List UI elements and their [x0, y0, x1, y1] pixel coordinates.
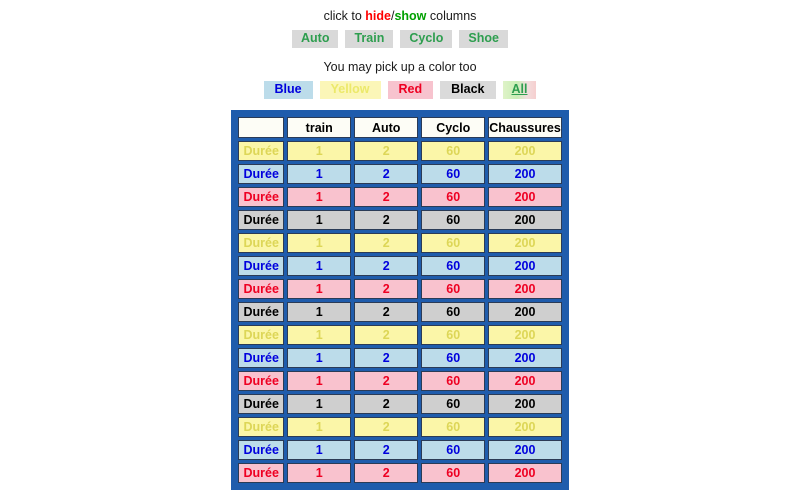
table-body: [238, 141, 562, 483]
row-label-duree: Durée: [238, 233, 284, 253]
cell-train: 1: [287, 463, 351, 483]
cell-chaussures: 200: [488, 440, 562, 460]
table-row: [238, 417, 562, 437]
cell-auto: 2: [354, 440, 418, 460]
row-label-duree: Durée: [238, 302, 284, 322]
row-label-duree: Durée: [238, 141, 284, 161]
cell-cyclo: 60: [421, 348, 485, 368]
cell-train: 1: [287, 279, 351, 299]
cell-train: 1: [287, 256, 351, 276]
table-row: [238, 233, 562, 253]
table-row: [238, 256, 562, 276]
cell-auto: 2: [354, 187, 418, 207]
cell-auto: 2: [354, 348, 418, 368]
cell-cyclo: 60: [421, 141, 485, 161]
cell-auto: 2: [354, 325, 418, 345]
cell-train: 1: [287, 141, 351, 161]
cell-train: 1: [287, 440, 351, 460]
cell-cyclo: 60: [421, 371, 485, 391]
table-row: [238, 279, 562, 299]
cell-chaussures: 200: [488, 256, 562, 276]
cell-cyclo: 60: [421, 164, 485, 184]
cell-train: 1: [287, 164, 351, 184]
cell-chaussures: 200: [488, 348, 562, 368]
cell-train: 1: [287, 371, 351, 391]
table-row: [238, 302, 562, 322]
row-label-duree: Durée: [238, 187, 284, 207]
cell-train: 1: [287, 325, 351, 345]
cell-cyclo: 60: [421, 417, 485, 437]
cell-auto: 2: [354, 371, 418, 391]
cell-chaussures: 200: [488, 210, 562, 230]
instruction-separator: /: [390, 9, 395, 23]
cell-cyclo: 60: [421, 279, 485, 299]
row-label-duree: Durée: [238, 210, 284, 230]
column-toggle-bar: [0, 23, 800, 48]
cell-cyclo: 60: [421, 187, 485, 207]
table-row: [238, 371, 562, 391]
cell-auto: 2: [354, 256, 418, 276]
table-row: [238, 187, 562, 207]
color-button-yellow[interactable]: Yellow: [320, 81, 381, 99]
data-table: [231, 110, 569, 490]
column-toggle-cyclo[interactable]: Cyclo: [400, 30, 452, 48]
cell-cyclo: 60: [421, 302, 485, 322]
cell-chaussures: 200: [488, 302, 562, 322]
table-row: [238, 440, 562, 460]
cell-train: 1: [287, 394, 351, 414]
cell-auto: 2: [354, 279, 418, 299]
table-header-chaussures[interactable]: Chaussures: [488, 117, 562, 138]
column-toggle-shoe[interactable]: Shoe: [459, 30, 508, 48]
cell-chaussures: 200: [488, 417, 562, 437]
cell-chaussures: 200: [488, 394, 562, 414]
cell-train: 1: [287, 302, 351, 322]
row-label-duree: Durée: [238, 256, 284, 276]
cell-chaussures: 200: [488, 141, 562, 161]
row-label-duree: Durée: [238, 279, 284, 299]
table-row: [238, 325, 562, 345]
column-toggle-train[interactable]: Train: [345, 30, 393, 48]
table-header-cyclo[interactable]: Cyclo: [421, 117, 485, 138]
cell-cyclo: 60: [421, 256, 485, 276]
cell-auto: 2: [354, 233, 418, 253]
color-button-all[interactable]: All: [503, 81, 537, 99]
table-row: [238, 348, 562, 368]
cell-cyclo: 60: [421, 440, 485, 460]
row-label-duree: Durée: [238, 394, 284, 414]
row-label-duree: Durée: [238, 463, 284, 483]
cell-cyclo: 60: [421, 325, 485, 345]
cell-chaussures: 200: [488, 187, 562, 207]
cell-train: 1: [287, 417, 351, 437]
cell-cyclo: 60: [421, 233, 485, 253]
table-row: [238, 394, 562, 414]
cell-chaussures: 200: [488, 463, 562, 483]
cell-cyclo: 60: [421, 394, 485, 414]
row-label-duree: Durée: [238, 417, 284, 437]
cell-train: 1: [287, 233, 351, 253]
cell-auto: 2: [354, 164, 418, 184]
table-header-train[interactable]: train: [287, 117, 351, 138]
table-row: [238, 210, 562, 230]
color-button-blue[interactable]: Blue: [264, 81, 313, 99]
cell-chaussures: 200: [488, 233, 562, 253]
instruction-prefix: click to: [323, 9, 366, 23]
instruction-color: You may pick up a color too: [323, 60, 477, 74]
cell-train: 1: [287, 210, 351, 230]
cell-train: 1: [287, 348, 351, 368]
cell-auto: 2: [354, 210, 418, 230]
table-header-corner: [238, 117, 284, 138]
table-container: [0, 99, 800, 490]
cell-cyclo: 60: [421, 463, 485, 483]
color-picker-bar: [0, 74, 800, 99]
table-head: [238, 117, 562, 138]
instruction-hide-show: [0, 0, 800, 23]
table-header-auto[interactable]: Auto: [354, 117, 418, 138]
table-row: [238, 463, 562, 483]
row-label-duree: Durée: [238, 371, 284, 391]
cell-auto: 2: [354, 394, 418, 414]
cell-chaussures: 200: [488, 325, 562, 345]
cell-auto: 2: [354, 302, 418, 322]
instruction-suffix: columns: [426, 9, 477, 23]
row-label-duree: Durée: [238, 325, 284, 345]
color-button-red[interactable]: Red: [388, 81, 434, 99]
instruction-hide-word: hide: [365, 9, 391, 23]
cell-auto: 2: [354, 417, 418, 437]
cell-chaussures: 200: [488, 371, 562, 391]
row-label-duree: Durée: [238, 440, 284, 460]
cell-cyclo: 60: [421, 210, 485, 230]
cell-chaussures: 200: [488, 279, 562, 299]
table-row: [238, 141, 562, 161]
cell-auto: 2: [354, 141, 418, 161]
row-label-duree: Durée: [238, 348, 284, 368]
instruction-show-word: show: [394, 9, 427, 23]
table-header-row: [238, 117, 562, 138]
cell-train: 1: [287, 187, 351, 207]
table-row: [238, 164, 562, 184]
column-toggle-auto[interactable]: Auto: [292, 30, 338, 48]
cell-auto: 2: [354, 463, 418, 483]
row-label-duree: Durée: [238, 164, 284, 184]
color-button-black[interactable]: Black: [440, 81, 495, 99]
cell-chaussures: 200: [488, 164, 562, 184]
